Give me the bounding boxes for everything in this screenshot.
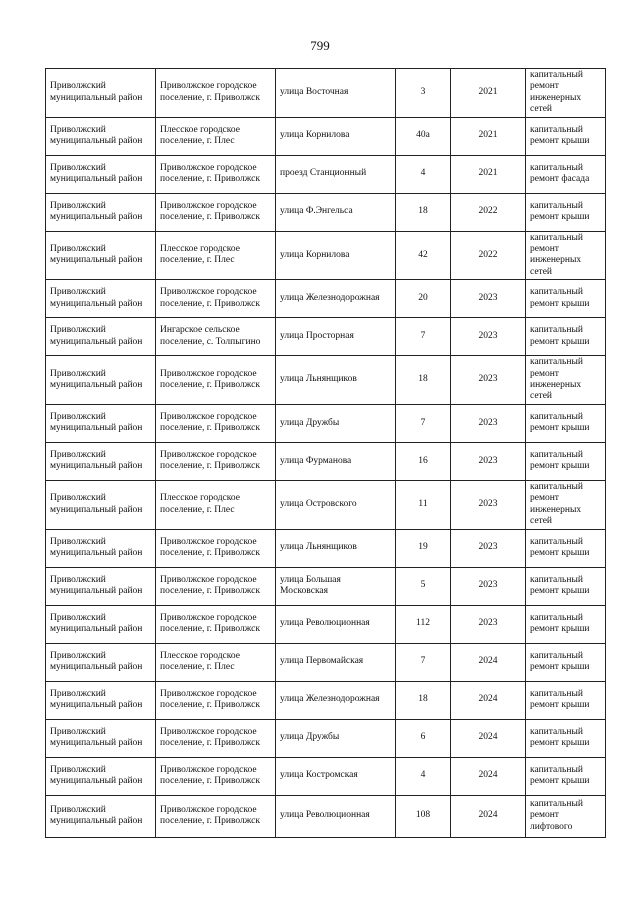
- settlement-cell: Приволжское городское поселение, г. Приволжск: [156, 605, 276, 643]
- table-row: [46, 404, 606, 442]
- table-row: [46, 356, 606, 405]
- table-row: [46, 605, 606, 643]
- work-cell: капитальный ремонт инженерных сетей: [526, 231, 606, 280]
- year-cell: 2023: [451, 529, 526, 567]
- table-row: [46, 280, 606, 318]
- table-row: [46, 681, 606, 719]
- district-cell: Приволжский муниципальный район: [46, 480, 156, 529]
- house-cell: 40а: [396, 117, 451, 155]
- work-cell: капитальный ремонт инженерных сетей: [526, 69, 606, 118]
- registry-table: [45, 68, 606, 838]
- year-cell: 2024: [451, 681, 526, 719]
- settlement-cell: Приволжское городское поселение, г. Приволжск: [156, 567, 276, 605]
- settlement-cell: Плесское городское поселение, г. Плес: [156, 643, 276, 681]
- table-row: [46, 193, 606, 231]
- table-row: [46, 69, 606, 118]
- year-cell: 2022: [451, 193, 526, 231]
- year-cell: 2021: [451, 117, 526, 155]
- work-cell: капитальный ремонт крыши: [526, 318, 606, 356]
- settlement-cell: Приволжское городское поселение, г. Приволжск: [156, 193, 276, 231]
- work-cell: капитальный ремонт инженерных сетей: [526, 480, 606, 529]
- work-cell: капитальный ремонт крыши: [526, 681, 606, 719]
- street-cell: улица Железнодорожная: [276, 280, 396, 318]
- work-cell: капитальный ремонт крыши: [526, 117, 606, 155]
- district-cell: Приволжский муниципальный район: [46, 757, 156, 795]
- house-cell: 108: [396, 795, 451, 837]
- house-cell: 5: [396, 567, 451, 605]
- district-cell: Приволжский муниципальный район: [46, 318, 156, 356]
- district-cell: Приволжский муниципальный район: [46, 404, 156, 442]
- work-cell: капитальный ремонт крыши: [526, 442, 606, 480]
- year-cell: 2021: [451, 69, 526, 118]
- settlement-cell: Приволжское городское поселение, г. Приволжск: [156, 155, 276, 193]
- work-cell: капитальный ремонт инженерных сетей: [526, 356, 606, 405]
- district-cell: Приволжский муниципальный район: [46, 193, 156, 231]
- table-row: [46, 155, 606, 193]
- street-cell: улица Большая Московская: [276, 567, 396, 605]
- street-cell: улица Островского: [276, 480, 396, 529]
- street-cell: улица Революционная: [276, 605, 396, 643]
- settlement-cell: Приволжское городское поселение, г. Приволжск: [156, 404, 276, 442]
- work-cell: капитальный ремонт крыши: [526, 719, 606, 757]
- settlement-cell: Ингарское сельское поселение, с. Толпыгино: [156, 318, 276, 356]
- district-cell: Приволжский муниципальный район: [46, 605, 156, 643]
- house-cell: 42: [396, 231, 451, 280]
- street-cell: проезд Станционный: [276, 155, 396, 193]
- settlement-cell: Приволжское городское поселение, г. Приволжск: [156, 280, 276, 318]
- year-cell: 2023: [451, 318, 526, 356]
- street-cell: улица Дружбы: [276, 404, 396, 442]
- table-row: [46, 757, 606, 795]
- district-cell: Приволжский муниципальный район: [46, 356, 156, 405]
- street-cell: улица Просторная: [276, 318, 396, 356]
- street-cell: улица Костромская: [276, 757, 396, 795]
- settlement-cell: Плесское городское поселение, г. Плес: [156, 480, 276, 529]
- house-cell: 4: [396, 155, 451, 193]
- house-cell: 18: [396, 681, 451, 719]
- street-cell: улица Революционная: [276, 795, 396, 837]
- house-cell: 18: [396, 193, 451, 231]
- registry-body: [46, 69, 606, 838]
- district-cell: Приволжский муниципальный район: [46, 719, 156, 757]
- district-cell: Приволжский муниципальный район: [46, 529, 156, 567]
- table-row: [46, 567, 606, 605]
- year-cell: 2022: [451, 231, 526, 280]
- district-cell: Приволжский муниципальный район: [46, 231, 156, 280]
- work-cell: капитальный ремонт крыши: [526, 643, 606, 681]
- settlement-cell: Приволжское городское поселение, г. Приволжск: [156, 356, 276, 405]
- work-cell: капитальный ремонт крыши: [526, 605, 606, 643]
- work-cell: капитальный ремонт крыши: [526, 193, 606, 231]
- house-cell: 6: [396, 719, 451, 757]
- street-cell: улица Корнилова: [276, 117, 396, 155]
- street-cell: улица Ф.Энгельса: [276, 193, 396, 231]
- settlement-cell: Приволжское городское поселение, г. Приволжск: [156, 757, 276, 795]
- page-number: 799: [310, 38, 330, 53]
- table-row: [46, 480, 606, 529]
- year-cell: 2021: [451, 155, 526, 193]
- house-cell: 11: [396, 480, 451, 529]
- district-cell: Приволжский муниципальный район: [46, 795, 156, 837]
- street-cell: улица Льнянщиков: [276, 356, 396, 405]
- house-cell: 7: [396, 318, 451, 356]
- settlement-cell: Приволжское городское поселение, г. Приволжск: [156, 719, 276, 757]
- house-cell: 16: [396, 442, 451, 480]
- street-cell: улица Дружбы: [276, 719, 396, 757]
- table-row: [46, 529, 606, 567]
- house-cell: 18: [396, 356, 451, 405]
- settlement-cell: Приволжское городское поселение, г. Приволжск: [156, 69, 276, 118]
- table-row: [46, 117, 606, 155]
- settlement-cell: Приволжское городское поселение, г. Приволжск: [156, 442, 276, 480]
- work-cell: капитальный ремонт крыши: [526, 757, 606, 795]
- district-cell: Приволжский муниципальный район: [46, 155, 156, 193]
- settlement-cell: Плесское городское поселение, г. Плес: [156, 231, 276, 280]
- district-cell: Приволжский муниципальный район: [46, 280, 156, 318]
- year-cell: 2023: [451, 442, 526, 480]
- table-row: [46, 719, 606, 757]
- year-cell: 2023: [451, 280, 526, 318]
- work-cell: капитальный ремонт крыши: [526, 404, 606, 442]
- year-cell: 2023: [451, 605, 526, 643]
- settlement-cell: Плесское городское поселение, г. Плес: [156, 117, 276, 155]
- settlement-cell: Приволжское городское поселение, г. Приволжск: [156, 529, 276, 567]
- work-cell: капитальный ремонт крыши: [526, 567, 606, 605]
- district-cell: Приволжский муниципальный район: [46, 69, 156, 118]
- street-cell: улица Фурманова: [276, 442, 396, 480]
- district-cell: Приволжский муниципальный район: [46, 442, 156, 480]
- year-cell: 2023: [451, 480, 526, 529]
- year-cell: 2024: [451, 719, 526, 757]
- house-cell: 20: [396, 280, 451, 318]
- street-cell: улица Первомайская: [276, 643, 396, 681]
- table-row: [46, 643, 606, 681]
- street-cell: улица Восточная: [276, 69, 396, 118]
- year-cell: 2024: [451, 757, 526, 795]
- house-cell: 19: [396, 529, 451, 567]
- district-cell: Приволжский муниципальный район: [46, 117, 156, 155]
- table-row: [46, 442, 606, 480]
- street-cell: улица Льнянщиков: [276, 529, 396, 567]
- settlement-cell: Приволжское городское поселение, г. Приволжск: [156, 795, 276, 837]
- work-cell: капитальный ремонт лифтового: [526, 795, 606, 837]
- table-row: [46, 231, 606, 280]
- house-cell: 7: [396, 404, 451, 442]
- year-cell: 2023: [451, 567, 526, 605]
- table-row: [46, 795, 606, 837]
- house-cell: 3: [396, 69, 451, 118]
- year-cell: 2024: [451, 643, 526, 681]
- house-cell: 7: [396, 643, 451, 681]
- year-cell: 2024: [451, 795, 526, 837]
- district-cell: Приволжский муниципальный район: [46, 567, 156, 605]
- house-cell: 4: [396, 757, 451, 795]
- house-cell: 112: [396, 605, 451, 643]
- year-cell: 2023: [451, 404, 526, 442]
- settlement-cell: Приволжское городское поселение, г. Приволжск: [156, 681, 276, 719]
- district-cell: Приволжский муниципальный район: [46, 681, 156, 719]
- work-cell: капитальный ремонт крыши: [526, 280, 606, 318]
- street-cell: улица Железнодорожная: [276, 681, 396, 719]
- table-row: [46, 318, 606, 356]
- street-cell: улица Корнилова: [276, 231, 396, 280]
- work-cell: капитальный ремонт крыши: [526, 529, 606, 567]
- year-cell: 2023: [451, 356, 526, 405]
- district-cell: Приволжский муниципальный район: [46, 643, 156, 681]
- work-cell: капитальный ремонт фасада: [526, 155, 606, 193]
